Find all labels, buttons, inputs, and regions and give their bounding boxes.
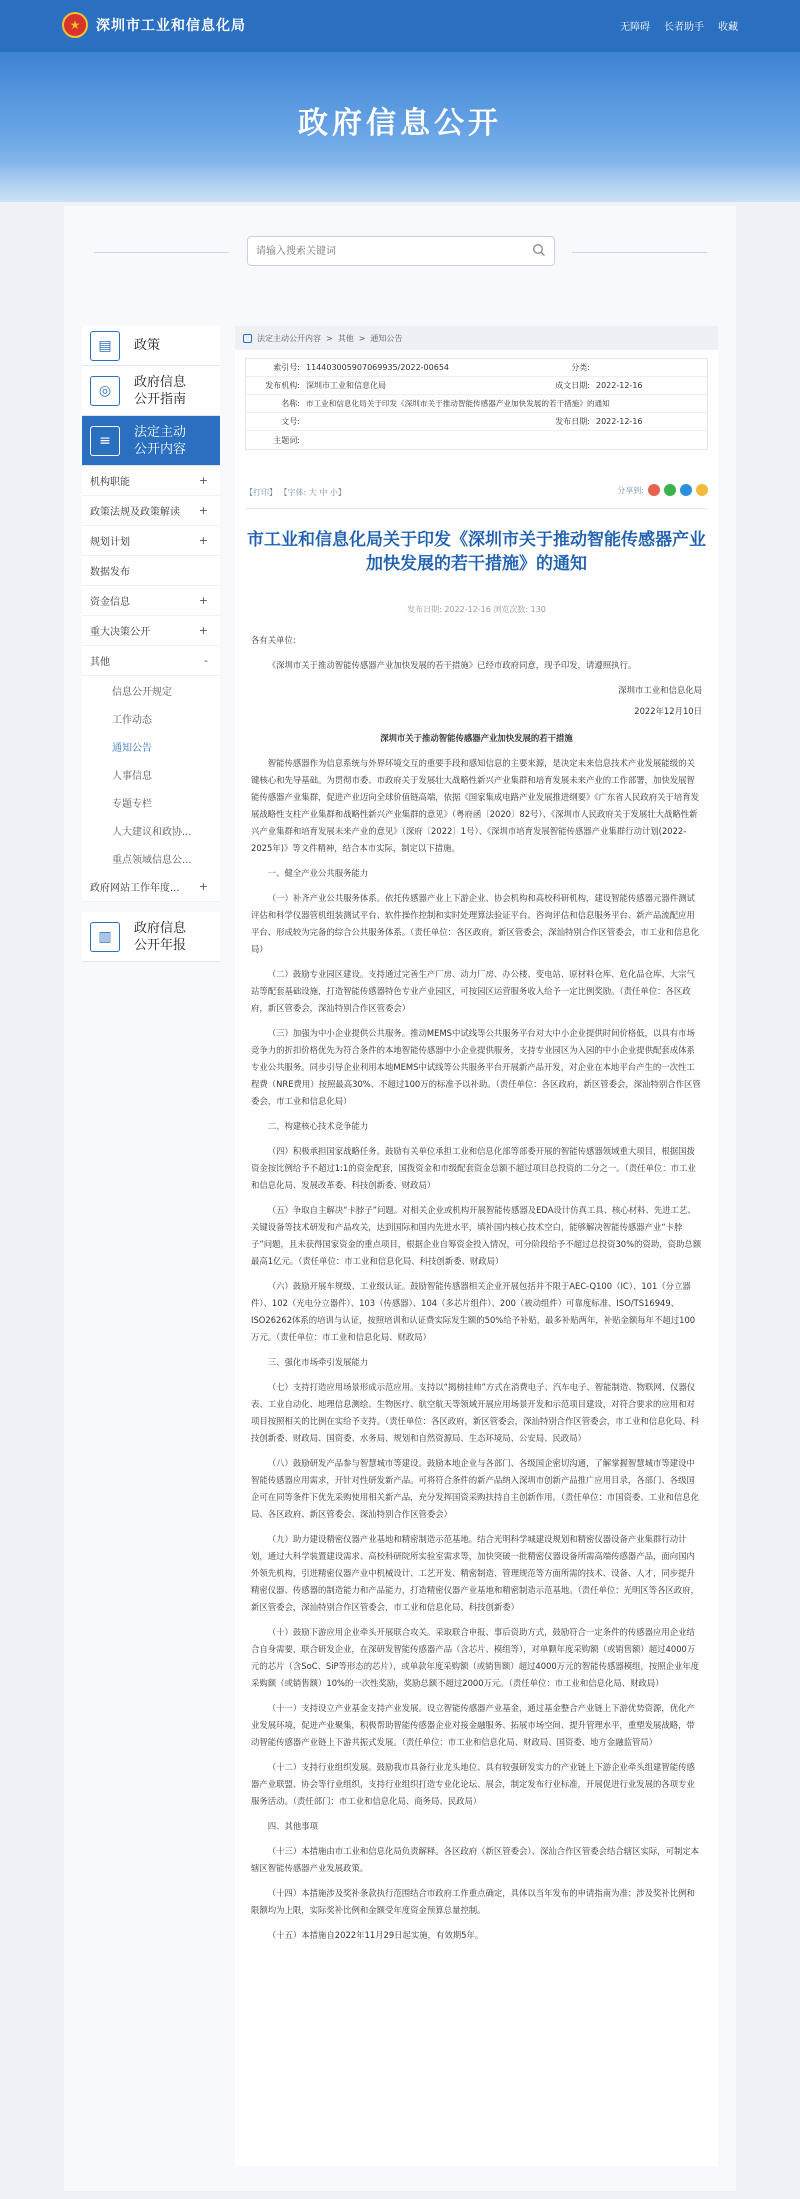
- sidebar-menu: [82, 466, 220, 902]
- doc-paragraph: （八）鼓励研发产品参与智慧城市等建设。鼓励本地企业与各部门、各级国企密切沟通，了解掌握智慧城市等建设中智能传感器应用需求，开针对性研发新产品。可将符合条件的新产品纳入深圳市创新产品推广应用目录，各部门、各级国企可在同等条件下优先采购使用相关新产品，充分发挥国资采购扶持自主创新作用。（责任单位：市国资委、工业和信息化局、各区政府、新区管委会、深汕特别合作区管委会）: [251, 1458, 700, 1519]
- sidebar-item-label: 资金信息: [90, 597, 130, 608]
- meta-value: 深圳市工业和信息化局: [306, 381, 386, 390]
- breadcrumb-separator: >: [358, 333, 366, 343]
- document-body: [251, 632, 702, 1952]
- search-box: [247, 236, 555, 266]
- accessibility-link[interactable]: 无障碍: [620, 22, 650, 33]
- meta-key: 分类:: [571, 363, 590, 372]
- main-panel: [64, 206, 736, 2191]
- sidebar-subitem-current[interactable]: 通知公告: [112, 742, 152, 754]
- sidebar-card-active-content[interactable]: [82, 416, 220, 466]
- banner-title: 政府信息公开: [298, 106, 502, 141]
- expand-icon[interactable]: +: [198, 474, 208, 487]
- sidebar-card-label: 政府信息公开指南: [134, 374, 187, 407]
- national-emblem-icon: ★: [62, 12, 88, 38]
- doc-paragraph: （七）支持打造应用场景形成示范应用。支持以“揭榜挂帅”方式在消费电子、汽车电子、智能制造、物联网、仪器仪表、工业自动化、地理信息测绘、生物医疗、航空航天等领域开展应用场景开发和示范项目建设，对符合要求的应用和对项目按照相关的比例在实给予支持。（责任单位：各区政府，新区管委会，深汕特别合作区管委会，市工业和信息化局、科技创新委、财政局、国资委、水务局、规划和自然资源局、生态环境局、公安局、民政局）: [251, 1382, 700, 1443]
- doc-subtitle: 深圳市关于推动智能传感器产业加快发展的若干措施: [380, 733, 573, 743]
- qq-icon[interactable]: [680, 484, 692, 496]
- sidebar-card-label: 法定主动公开内容: [134, 424, 187, 457]
- sidebar-item-funding[interactable]: [82, 586, 220, 616]
- breadcrumb: [235, 326, 718, 350]
- sidebar-card-label: 政府信息公开年报: [134, 920, 187, 953]
- doc-paragraph: （十三）本措施由市工业和信息化局负责解释。各区政府（新区管委会）、深汕合作区管委会结合辖区实际，可制定本辖区智能传感器产业发展政策。: [251, 1846, 700, 1873]
- meta-value: 114403005907069935/2022-00654: [306, 363, 450, 372]
- top-bar: [0, 0, 800, 52]
- wechat-icon[interactable]: [664, 484, 676, 496]
- doc-paragraph: （十五）本措施自2022年11月29日起实施，有效期5年。: [267, 1930, 484, 1940]
- expand-icon[interactable]: +: [198, 594, 208, 607]
- doc-heading: 四、其他事项: [267, 1821, 319, 1831]
- sidebar-item-label: 机构职能: [90, 477, 130, 488]
- sidebar-item-data-release[interactable]: [82, 556, 220, 586]
- meta-row: [246, 359, 707, 377]
- meta-row: [246, 413, 707, 431]
- meta-value: 2022-12-16: [596, 381, 643, 390]
- sidebar-item-label: 重大决策公开: [90, 627, 150, 638]
- sidebar-card-label: 政策: [134, 338, 161, 353]
- meta-value: 2022-12-16: [596, 417, 643, 426]
- meta-row: [246, 377, 707, 395]
- meta-key: 文号:: [281, 417, 300, 426]
- sidebar-subitem[interactable]: 人大建议和政协...: [112, 826, 192, 838]
- search-deco-line-right: [572, 252, 707, 253]
- sidebar: [82, 326, 220, 962]
- meta-key: 名称:: [281, 399, 300, 408]
- search-deco-line-left: [94, 252, 229, 253]
- sidebar-item-label: 数据发布: [90, 567, 130, 578]
- search-icon[interactable]: [532, 243, 546, 257]
- city-skyline: [0, 162, 800, 202]
- document-date-line: 发布日期: 2022-12-16 浏览次数: 130: [407, 605, 546, 614]
- weibo-icon[interactable]: [648, 484, 660, 496]
- doc-heading: 一、健全产业公共服务能力: [267, 868, 369, 878]
- sidebar-item-plans[interactable]: [82, 526, 220, 556]
- share-label: 分享到:: [617, 485, 644, 495]
- meta-key: 发布日期:: [555, 417, 590, 426]
- site-logo[interactable]: [62, 12, 246, 38]
- meta-row: [246, 431, 707, 449]
- expand-icon[interactable]: +: [198, 880, 208, 893]
- doc-paragraph: （五）争取自主解决“卡脖子”问题。对相关企业或机构开展智能传感器及EDA设计仿真工具、核心材料、先进工艺、关键设备等技术研发和产品攻关，达到国际和国内先进水平，填补国内核心技术空白，能够解决智能传感器产业“卡脖子”问题，且未获得国家资金的重点项目，根据企业自筹资金投入情况，可分阶段给予不超过总投资30%的资助，资助总额最高1亿元。（责任单位：市工业和信息化局、科技创新委、财政局）: [251, 1205, 702, 1266]
- meta-key: 发布机构:: [265, 381, 300, 390]
- sidebar-subitem[interactable]: 专题专栏: [112, 798, 152, 810]
- expand-icon[interactable]: +: [198, 534, 208, 547]
- sidebar-item-website-report[interactable]: [82, 872, 220, 902]
- sidebar-item-label: 政府网站工作年度...: [90, 883, 180, 894]
- breadcrumb-item[interactable]: 其他: [337, 333, 354, 343]
- book-icon: ▤: [90, 331, 120, 361]
- banner: [0, 52, 800, 202]
- tools-row: [245, 484, 708, 502]
- print-font-tools[interactable]: 【打印】 【字体: 大 中 小】: [245, 488, 346, 497]
- doc-paragraph: （三）加强为中小企业提供公共服务。推动MEMS中试线等公共服务平台对大中小企业提供时间价格低，以具有市场竞争力的折扣价格优先为符合条件的本地智能传感器中小企业提供服务，支持专业园区为入园的中小企业提供配套成体系专业公共服务。同步引导企业利用本地MEMS中试线等公共服务平台开展新产品开发，对企业在本地平台产生的一次性工程费（NRE费用）按照最高30%、不超过100万的标准予以补助。（责任单位：各区政府，新区管委会，深汕特别合作区管委会，市工业和信息化局）: [251, 1028, 701, 1106]
- document-icon: ≡: [90, 426, 120, 456]
- sidebar-card-guide[interactable]: [82, 366, 220, 416]
- doc-paragraph: （六）鼓励开展车规级、工业级认证。鼓励智能传感器相关企业开展包括并不限于AEC-Q100（IC）、101（分立器件）、102（光电分立器件）、103（传感器）、104（多芯片组件）、200（被动组件）可靠度标准、ISO/TS16949、ISO26262体系的培训与认证，按照培训和认证费实际发生额的50%给予补贴，最多补贴两年，补贴金额每年不超过100万元。（责任单位：市工业和信息化局、财政局）: [251, 1281, 696, 1342]
- breadcrumb-item[interactable]: 通知公告: [370, 333, 403, 343]
- search-input[interactable]: [248, 237, 518, 265]
- compass-icon: ◎: [90, 376, 120, 406]
- elderly-helper-link[interactable]: 长者助手: [664, 22, 704, 33]
- sidebar-item-label: 其他: [90, 657, 110, 668]
- content-panel: [235, 326, 718, 2166]
- meta-key: 索引号:: [273, 363, 300, 372]
- meta-key: 主题词:: [273, 435, 300, 445]
- sidebar-card-annual-report[interactable]: [82, 912, 220, 962]
- doc-paragraph: （十二）支持行业组织发展。鼓励我市具备行业龙头地位、具有较强研发实力的产业链上下游企业牵头组建智能传感器产业联盟、协会等行业组织，支持行业组织打造专业化论坛、展会，制定发布行业标准，开展促进行业发展的各项专业服务活动。（责任部门：市工业和信息化局、商务局、民政局）: [251, 1762, 695, 1806]
- meta-table: [245, 358, 708, 450]
- site-name: 深圳市工业和信息化局: [96, 18, 246, 34]
- doc-paragraph: 各有关单位:: [251, 635, 296, 645]
- sidebar-item-label: 规划计划: [90, 537, 130, 548]
- doc-heading: 二、构建核心技术竞争能力: [267, 1121, 369, 1131]
- doc-paragraph: 智能传感器作为信息系统与外界环境交互的重要手段和感知信息的主要来源，是决定未来信息技术产业发展能级的关键核心和先导基础。为贯彻市委、市政府关于发展壮大战略性新兴产业集群和培育发展未来产业的工作部署，加快发展智能传感器产业集群，促进产业迈向全球价值链高端，依据《国家集成电路产业发展推进纲要》《广东省人民政府关于培育发展战略性支柱产业集群和战略性新兴产业集群的意见》（粤府函〔2020〕82号）、《深圳市人民政府关于发展壮大战略性新兴产业集群和培育发展未来产业的意见》（深府〔2022〕1号）、《深圳市培育发展智能传感器产业集群行动计划(2022-2025年)》等文件精神，结合本市实际，制定以下措施。: [251, 758, 700, 853]
- doc-signature: 深圳市工业和信息化局: [618, 685, 702, 695]
- sidebar-subitem[interactable]: 人事信息: [112, 770, 152, 782]
- doc-paragraph: （二）鼓励专业园区建设。支持通过完善生产厂房、动力厂房、办公楼、变电站、原材料仓库、危化品仓库、大宗气站等配套基础设施，打造智能传感器特色专业产业园区，可按园区运营服务收入给予一定比例奖励。（责任单位：各区政府，新区管委会，深汕特别合作区管委会）: [251, 969, 695, 1013]
- top-links: [620, 18, 738, 33]
- sidebar-item-others[interactable]: [82, 646, 220, 676]
- doc-paragraph: （九）助力建设精密仪器产业基地和精密制造示范基地。结合光明科学城建设规划和精密仪器设备产业集群行动计划，通过大科学装置建设需求、高校科研院所实验室需求等，加快突破一批精密仪器设备所需高端传感器产品，面向国内外领先机构，引进精密仪器产业中机械设计、工艺开发、精密制造、管理规范等方面所需的技术、设备、人才，同步提升精密仪器、传感器的制造能力和产品能力，打造精密仪器产业基地和精密制造示范基地。（责任单位：光明区等各区政府，新区管委会，深汕特别合作区管委会，市工业和信息化局、科技创新委）: [251, 1534, 700, 1612]
- breadcrumb-item[interactable]: 法定主动公开内容: [257, 333, 321, 343]
- doc-paragraph: （四）积极承担国家战略任务。鼓励有关单位承担工业和信息化部等部委开展的智能传感器领域重大项目，根据国拨资金按比例给予不超过1:1的资金配套，国拨资金和市级配套资金总额不超过项目总投资的二分之一。（责任单位：市工业和信息化局、发展改革委、科技创新委、财政局）: [251, 1146, 696, 1190]
- doc-paragraph: （十四）本措施涉及奖补条款执行范围结合市政府工作重点确定，具体以当年发布的申请指南为准；涉及奖补比例和限额均为上限，实际奖补比例和金额受年度资金预算总量控制。: [251, 1888, 695, 1915]
- doc-signature-date: 2022年12月10日: [634, 706, 702, 716]
- favorite-link[interactable]: 收藏: [718, 22, 738, 33]
- sidebar-subitem[interactable]: 重点领域信息公...: [112, 854, 192, 866]
- sidebar-item-major-decisions[interactable]: [82, 616, 220, 646]
- collapse-icon[interactable]: -: [204, 654, 208, 667]
- doc-paragraph: （十一）支持设立产业基金支持产业发展。设立智能传感器产业基金，通过基金整合产业链上下游优势资源，优化产业发展环境，促进产业聚集，积极帮助智能传感器企业对接金融服务、拓展市场空间、提升管理水平，重塑发展战略，带动智能传感器产业链上下游共振式发展。（责任单位：市工业和信息化局、财政局、国资委、地方金融监管局）: [251, 1703, 695, 1747]
- expand-icon[interactable]: +: [198, 624, 208, 637]
- location-icon: [243, 334, 252, 343]
- sidebar-card-policy[interactable]: [82, 326, 220, 366]
- share-tools: [617, 484, 708, 496]
- doc-paragraph: 《深圳市关于推动智能传感器产业加快发展的若干措施》已经市政府同意，现予印发，请遵照执行。: [267, 660, 637, 670]
- sidebar-subitem[interactable]: 工作动态: [112, 714, 152, 726]
- doc-heading: 三、强化市场牵引发展能力: [267, 1357, 369, 1367]
- divider: [245, 508, 708, 509]
- doc-paragraph: （一）补齐产业公共服务体系。依托传感器产业上下游企业、协会机构和高校科研机构，建设智能传感器元器件测试评估和科学仪器管机组装测试平台、软件操作控制和实时处理算法验证平台、咨询评估和信息服务平台、新产品流配应用平台、形成较为完备的综合公共服务体系。（责任单位：各区政府，新区管委会，深汕特别合作区管委会，市工业和信息化局）: [251, 893, 700, 954]
- document-title: 市工业和信息化局关于印发《深圳市关于推动智能传感器产业加快发展的若干措施》的通知: [247, 530, 706, 574]
- breadcrumb-separator: >: [326, 333, 333, 343]
- meta-key: 成文日期:: [555, 381, 590, 390]
- meta-value: 市工业和信息化局关于印发《深圳市关于推动智能传感器产业加快发展的若干措施》的通知: [306, 399, 610, 408]
- qzone-icon[interactable]: [696, 484, 708, 496]
- doc-paragraph: （十）鼓励下游应用企业牵头开展联合攻关。采取联合申报、事后资助方式，鼓励符合一定条件的传感器应用企业结合自身需要，联合研发企业，在深研发智能传感器产品（含芯片、模组等），对单颗年度采购额（或销售额）超过4000万元的芯片（含SoC、SiP等形态的芯片），或单款年度采购额（或销售额）超过4000万元的智能传感器模组，按照企业年度采购额（或销售额）10%的一次性奖励，奖励总额不超过2000万元。（责任单位：市工业和信息化局、财政局）: [251, 1627, 700, 1688]
- search-area: [64, 234, 736, 270]
- sidebar-item-org-functions[interactable]: [82, 466, 220, 496]
- sidebar-subitem[interactable]: 信息公开规定: [112, 686, 172, 698]
- expand-icon[interactable]: +: [198, 504, 208, 517]
- building-icon: ▥: [90, 922, 120, 952]
- sidebar-item-policies[interactable]: [82, 496, 220, 526]
- meta-row: [246, 395, 707, 413]
- sidebar-item-label: 政策法规及政策解读: [90, 507, 180, 518]
